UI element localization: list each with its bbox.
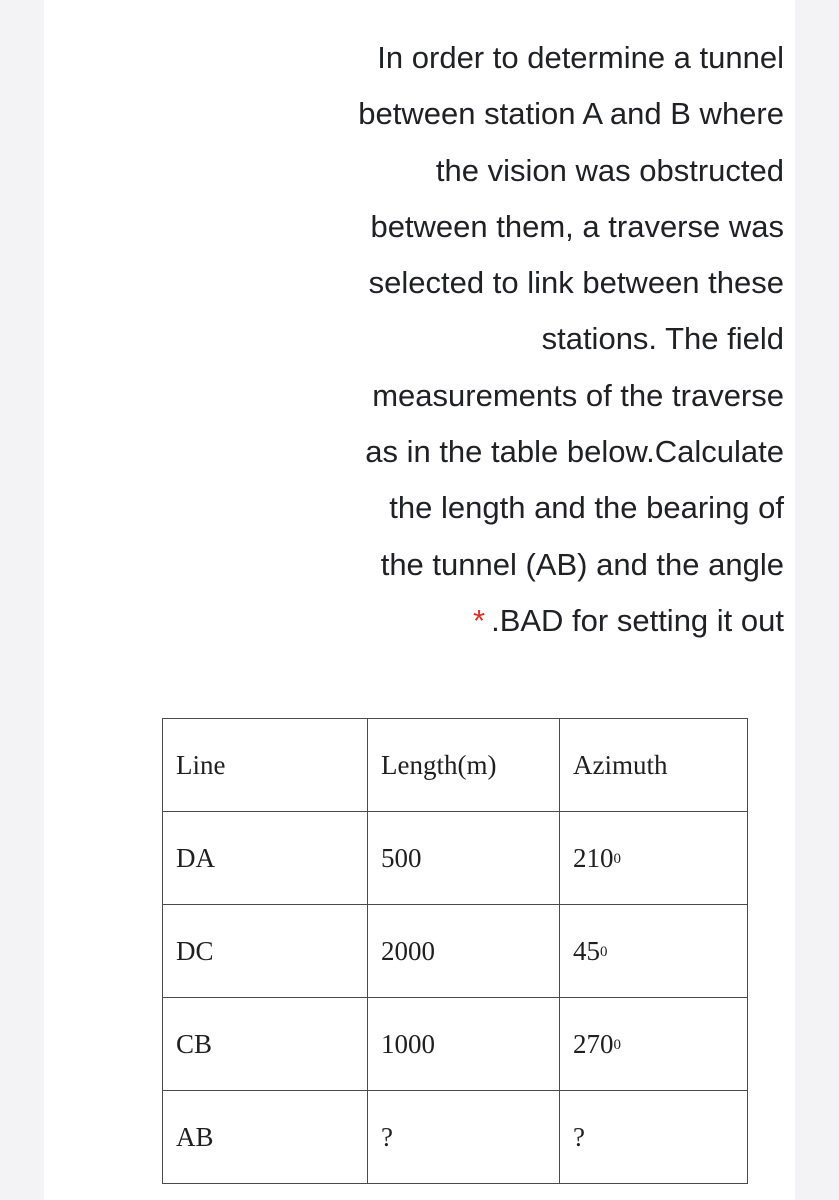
question-line: between station A and B where — [358, 96, 784, 132]
table-row — [163, 812, 748, 905]
azimuth-value: ? — [573, 1121, 585, 1152]
question-line-text: .BAD for setting it out — [491, 602, 784, 638]
azimuth-value: 270 — [573, 1028, 614, 1059]
header-azimuth: Azimuth — [560, 719, 748, 812]
cell-line: DC — [163, 905, 368, 998]
table-header-row — [163, 719, 748, 812]
question-line: selected to link between these — [368, 265, 784, 301]
question-line: the tunnel (AB) and the angle — [380, 546, 784, 582]
left-margin — [0, 0, 44, 1200]
azimuth-value: 45 — [573, 935, 600, 966]
degree-sup: 0 — [613, 1036, 621, 1053]
required-asterisk: * — [473, 602, 486, 638]
question-card — [44, 0, 795, 1200]
cell-line: CB — [163, 998, 368, 1091]
question-line: In order to determine a tunnel — [377, 40, 784, 75]
traverse-table — [162, 718, 748, 1184]
cell-line: DA — [163, 812, 368, 905]
cell-length: ? — [368, 1091, 560, 1184]
question-line: the vision was obstructed — [435, 152, 784, 188]
table-row — [163, 998, 748, 1091]
header-length: Length(m) — [368, 719, 560, 812]
cell-azimuth — [560, 998, 748, 1091]
question-line: measurements of the traverse — [372, 377, 784, 413]
cell-line: AB — [163, 1091, 368, 1184]
table-row — [163, 1091, 748, 1184]
cell-azimuth — [560, 812, 748, 905]
question-line: as in the table below.Calculate — [365, 434, 784, 470]
question-line: the length and the bearing of — [389, 490, 784, 526]
cell-azimuth — [560, 1091, 748, 1184]
question-last-line — [224, 593, 784, 649]
question-line: stations. The field — [541, 321, 784, 357]
cell-length: 1000 — [368, 998, 560, 1091]
cell-length: 500 — [368, 812, 560, 905]
cell-length: 2000 — [368, 905, 560, 998]
cell-azimuth — [560, 905, 748, 998]
table-row — [163, 905, 748, 998]
question-text — [224, 30, 784, 649]
right-margin — [795, 0, 839, 1200]
degree-sup: 0 — [613, 850, 621, 867]
question-line: between them, a traverse was — [370, 208, 784, 244]
azimuth-value: 210 — [573, 842, 614, 873]
degree-sup: 0 — [600, 943, 608, 960]
header-line: Line — [163, 719, 368, 812]
